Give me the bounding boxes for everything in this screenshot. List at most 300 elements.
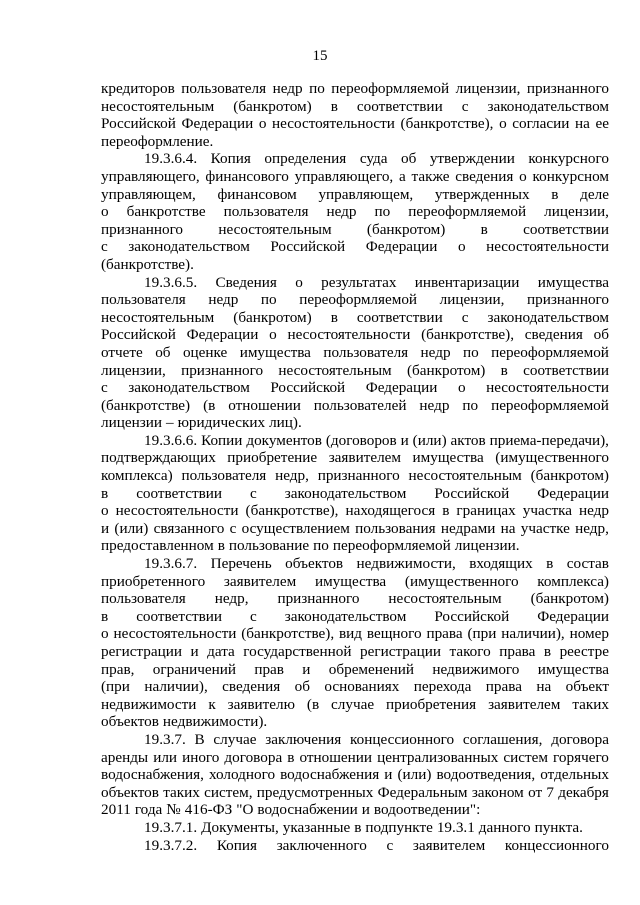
text-word: Федерации [181, 115, 254, 133]
text-word: деле [580, 185, 609, 203]
body-text [101, 80, 609, 854]
text-word: (в [306, 695, 320, 713]
text-word: пользователя [323, 343, 409, 361]
text-word: Федеральным [377, 783, 468, 801]
text-word: (банкротстве). [101, 255, 194, 273]
text-line [101, 713, 609, 731]
text-word: систем [503, 748, 548, 766]
text-word: определения [264, 150, 347, 168]
text-word: государственной [243, 643, 352, 660]
text-word: в [442, 502, 450, 520]
text-word: переоформляемой [491, 343, 609, 361]
text-word: несостоятельности [287, 326, 411, 344]
text-word: конкурсного [528, 150, 609, 168]
text-word: объект [565, 678, 609, 696]
text-word: Федерации [537, 607, 609, 625]
text-word: водоснабжения, [101, 766, 204, 784]
text-word: номер [569, 625, 609, 643]
text-word: Российской [101, 326, 176, 344]
text-word: недр [272, 80, 303, 97]
text-word: законодательством [487, 308, 609, 326]
text-line [101, 98, 609, 116]
text-word: о [269, 326, 277, 344]
text-word: Копии [201, 431, 243, 449]
text-word: (банкротстве), [241, 625, 335, 643]
text-word: централизованных [377, 748, 499, 766]
text-word: недвижимого [432, 660, 520, 678]
text-word: сведения [455, 167, 514, 185]
text-word: о [457, 379, 466, 397]
text-word: несостоятельности [486, 379, 609, 397]
text-word: пользователя [181, 80, 267, 97]
text-word: имущества [537, 660, 609, 678]
text-word: об [294, 678, 310, 696]
text-word: водоотведения, [436, 766, 536, 784]
text-word: (или) [412, 431, 447, 449]
text-word: отдельных [540, 766, 609, 784]
text-word: регистрации [101, 643, 182, 660]
text-word: предоставленном [101, 537, 214, 555]
text-word: прав [254, 660, 284, 678]
text-word: документов [246, 431, 322, 449]
text-line [101, 837, 609, 855]
text-word: лиц). [269, 414, 302, 432]
text-line [101, 326, 609, 344]
text-word: 19.3.1 [436, 818, 475, 836]
text-word: (имущественного [495, 449, 609, 467]
text-word: и [361, 801, 370, 819]
text-word: лицензии, [544, 203, 609, 221]
text-word: о [457, 238, 466, 256]
text-word: прав, [101, 660, 135, 678]
text-word: недр [579, 502, 609, 520]
text-word: (в [203, 396, 216, 414]
text-word: наличии), [501, 625, 565, 643]
text-word: и [384, 766, 393, 784]
text-word: Сведения [215, 273, 277, 291]
text-word: результатах [321, 273, 397, 291]
text-word: (имущественного [404, 572, 519, 590]
text-word: несостоятельности [486, 238, 609, 256]
text-line [101, 449, 609, 467]
text-word: согласии [512, 115, 570, 133]
text-word: также [411, 167, 450, 185]
text-word: по [313, 537, 329, 555]
text-word: (при [101, 678, 130, 696]
text-word: приобретенного [101, 572, 206, 590]
text-word: законодательством [284, 607, 407, 625]
text-word: дата [207, 643, 235, 660]
text-word: переоформляемой [331, 80, 450, 97]
text-word: управляющем, [318, 185, 414, 203]
text-word: юридических [177, 414, 266, 432]
text-line [101, 590, 609, 608]
text-word: № [166, 801, 181, 819]
text-word: недр [419, 396, 450, 414]
text-word: аренды [101, 748, 149, 766]
text-word: Федерации [365, 379, 438, 397]
text-line [101, 203, 609, 221]
text-line [101, 221, 609, 239]
text-word: 19.3.6.7. [144, 555, 198, 573]
text-word: в [217, 537, 225, 555]
text-word: на [536, 678, 552, 696]
text-line [101, 309, 609, 327]
text-line [101, 133, 609, 151]
text-word: 7 [546, 783, 554, 801]
text-word: пользователя [223, 203, 309, 221]
text-word: соответствии [136, 484, 223, 502]
text-word: (банкротстве), [400, 115, 494, 133]
text-word: 19.3.7.2. [144, 836, 198, 854]
text-word: лицензии [101, 414, 162, 432]
text-word: законодательством [128, 238, 250, 256]
text-word: (банкротом) [233, 308, 312, 326]
text-word: утвержденных [434, 185, 530, 203]
text-word: переоформляемой [491, 396, 609, 414]
text-word: недр [208, 291, 239, 309]
text-word: соответствии [523, 220, 609, 238]
text-word: объектов [101, 713, 159, 731]
text-line [101, 643, 609, 661]
text-word: переоформляемой [408, 203, 527, 221]
text-word: лицензии. [454, 537, 520, 555]
text-word: 19.3.6.6. [144, 431, 198, 449]
text-word: недвижимости). [162, 713, 268, 731]
text-word: реестре [559, 643, 609, 660]
text-word: 19.3.7. [144, 730, 186, 748]
text-word: а [399, 167, 406, 185]
text-word: заключенного [276, 836, 367, 854]
text-word: в [551, 185, 559, 203]
text-word: находящегося [345, 502, 436, 520]
text-line [101, 801, 609, 819]
text-word: в [330, 308, 338, 326]
text-line [101, 432, 609, 450]
text-word: пользование [228, 537, 310, 555]
text-line [101, 731, 609, 749]
text-word: Копия [210, 150, 251, 168]
text-line [101, 766, 609, 784]
text-word: концессионного [504, 836, 609, 854]
text-word: признанного [526, 291, 609, 309]
text-line [101, 291, 609, 309]
text-word: случае [331, 695, 375, 713]
text-line [101, 168, 609, 186]
text-word: приобретения [386, 695, 477, 713]
text-word: переоформление. [101, 132, 214, 150]
text-word: 19.3.6.4. [144, 150, 198, 168]
text-word: несостоятельным [278, 361, 392, 379]
text-word: о [258, 115, 267, 133]
text-word: имущества [412, 449, 484, 467]
text-word: об [593, 326, 609, 344]
text-line [101, 414, 609, 432]
text-line [101, 274, 609, 292]
text-word: в [500, 361, 508, 379]
text-line [101, 819, 609, 837]
text-word: подпункте [365, 818, 433, 836]
text-line [101, 555, 609, 573]
text-word: актов [450, 431, 486, 449]
text-word: договора [551, 730, 609, 748]
text-word: (банкротом) [406, 361, 486, 379]
text-line [101, 186, 609, 204]
text-line [101, 784, 609, 802]
text-word: о [519, 167, 527, 185]
text-word: объектов [285, 555, 344, 573]
text-word: кредиторов [101, 80, 175, 97]
text-word: недр [326, 203, 357, 221]
text-word: недр, [214, 590, 249, 608]
text-word: горячего [553, 748, 609, 766]
text-line [101, 256, 609, 274]
text-word: (банкротстве) [101, 396, 191, 414]
text-word: участка [522, 502, 572, 520]
text-word: Документы, [201, 818, 279, 836]
text-word: недвижимости, [356, 555, 456, 573]
text-word: заявителем [488, 695, 561, 713]
text-word: (банкротом) [530, 590, 609, 608]
text-word: Российской [434, 607, 510, 625]
text-line [101, 537, 609, 555]
text-word: с [229, 519, 237, 537]
text-word: иного [182, 748, 220, 766]
text-word: соответствии [523, 361, 609, 379]
text-word: с [461, 97, 469, 115]
text-word: имущества [239, 343, 311, 361]
text-word: (банкротом) [233, 97, 312, 115]
text-word: законодательством [284, 484, 407, 502]
text-word: по [462, 396, 479, 414]
text-word: Федерации [365, 238, 438, 256]
text-word: года [134, 801, 163, 819]
text-word: 2011 [101, 801, 131, 819]
text-word: водоснабжении [257, 801, 358, 819]
text-word: холодного [209, 766, 276, 784]
text-word: по [374, 203, 391, 221]
text-word: (банкротстве), [421, 326, 515, 344]
text-word: на [500, 519, 516, 537]
text-word: несостоятельности [113, 625, 237, 643]
text-word: пользователя [101, 291, 186, 309]
text-word: по [309, 80, 325, 97]
text-word: с [101, 238, 108, 256]
text-word: с [250, 484, 257, 502]
text-word: и [190, 643, 199, 660]
text-word: признанного [101, 220, 184, 238]
text-word: наличии), [144, 678, 208, 696]
text-word: соответствии [356, 97, 443, 115]
text-word: заявителем [328, 449, 402, 467]
text-word: обременений [328, 660, 415, 678]
text-word: оценке [182, 343, 228, 361]
text-word: (или) [397, 766, 432, 784]
text-word: финансового [205, 167, 289, 185]
text-word: соглашения, [462, 730, 543, 748]
text-word: предусмотренных [256, 783, 374, 801]
text-word: права [499, 643, 536, 660]
text-word: несостоятельным [218, 220, 332, 238]
text-line [101, 379, 609, 397]
text-word: отчете [101, 343, 143, 361]
text-word: несостоятельным [408, 467, 522, 485]
text-word: Российской [434, 484, 510, 502]
text-word: 416-ФЗ [184, 801, 233, 819]
text-word: указанные [282, 818, 351, 836]
text-word: о [101, 502, 109, 520]
text-word: Копия [216, 836, 258, 854]
text-word: несостоятельным [101, 308, 215, 326]
text-word: соответствии [356, 308, 443, 326]
text-word: заявителем [223, 572, 297, 590]
text-word: лицензии, [455, 80, 521, 97]
text-line [101, 625, 609, 643]
text-word: о [499, 115, 507, 133]
text-word: признанного [277, 590, 360, 608]
text-word: лицензии, [439, 291, 505, 309]
text-word: Российской [101, 115, 176, 133]
text-word: с [386, 836, 394, 854]
text-word: Перечень [210, 555, 272, 573]
text-word: (договоров [325, 431, 397, 449]
text-word: (при [467, 625, 497, 643]
text-word: отношении [299, 748, 373, 766]
text-line [101, 150, 609, 168]
text-word: пункта. [534, 818, 583, 836]
text-word: водоотведении": [373, 801, 481, 819]
text-word: недр, [275, 467, 309, 485]
text-line [101, 80, 609, 98]
text-word: несостоятельности [115, 502, 239, 520]
text-word: о [101, 203, 109, 221]
text-line [101, 502, 609, 520]
text-word: суда [359, 150, 388, 168]
text-line [101, 485, 609, 503]
text-word: Российской [270, 238, 346, 256]
text-word: банкротстве [126, 203, 206, 221]
text-word: заявителем [412, 836, 486, 854]
text-word: законодательством [487, 97, 609, 115]
text-line [101, 573, 609, 591]
text-word: данного [478, 818, 531, 836]
text-word: приобретение [227, 449, 318, 467]
text-word: водоснабжения [280, 766, 380, 784]
text-word: утверждении [429, 150, 515, 168]
text-word: таких [163, 783, 200, 801]
text-line [101, 696, 609, 714]
text-word: подтверждающих [101, 449, 216, 467]
text-word: Федерации [537, 484, 609, 502]
text-word: и [101, 519, 110, 537]
text-word: вещного [366, 625, 422, 643]
text-word: регистрации [360, 643, 441, 660]
text-line [101, 467, 609, 485]
text-line [101, 608, 609, 626]
text-word: имущества [314, 572, 387, 590]
text-word: случае [213, 730, 257, 748]
text-word: права [485, 678, 522, 696]
text-word: сведения [222, 678, 281, 696]
text-word: (банкротстве), [245, 502, 339, 520]
text-word: связанного [153, 519, 225, 537]
text-word: заключения [265, 730, 342, 748]
text-word: концессионного [350, 730, 455, 748]
text-word: финансовом [217, 185, 297, 203]
text-word: (банкротом) [366, 220, 446, 238]
text-word: недр [420, 343, 451, 361]
text-word: заявителю [227, 695, 295, 713]
text-word: перехода [413, 678, 472, 696]
text-word: имущества [537, 273, 609, 291]
text-word: управляющем, [101, 185, 196, 203]
text-word: "О [236, 801, 254, 819]
text-word: о [295, 273, 303, 291]
text-word: пользования [355, 519, 436, 537]
text-word: по [462, 343, 479, 361]
text-line [101, 344, 609, 362]
text-word: осуществлением [241, 519, 350, 537]
text-word: переоформляемой [332, 537, 451, 555]
text-word: состав [566, 555, 609, 573]
text-word: таких [572, 695, 609, 713]
text-line [101, 749, 609, 767]
text-word: управляющего, [294, 167, 394, 185]
text-word: (или) [114, 519, 149, 537]
text-word: несостоятельным [101, 97, 215, 115]
text-word: договора [224, 748, 283, 766]
text-word: комплекса) [537, 572, 609, 590]
text-word: в [330, 97, 338, 115]
text-word: и [400, 431, 409, 449]
text-word: признанного [317, 467, 400, 485]
text-word: такого [449, 643, 491, 660]
text-word: пользователя [181, 467, 267, 485]
text-word: об [400, 150, 417, 168]
text-word: ее [595, 115, 609, 133]
text-word: декабря [558, 783, 609, 801]
text-word: с [101, 379, 108, 397]
text-word: несостоятельным [388, 590, 502, 608]
text-word: в [354, 818, 362, 836]
text-word: (банкротом) [530, 467, 609, 485]
text-word: 19.3.7.1. [144, 818, 198, 836]
text-line [101, 520, 609, 538]
text-line [101, 115, 609, 133]
text-word: участке [520, 519, 570, 537]
text-word: к [208, 695, 216, 713]
text-word: пользователя [101, 590, 186, 608]
text-word: о [101, 625, 109, 643]
text-word: вид [339, 625, 363, 643]
text-word: об [155, 343, 171, 361]
text-word: с [250, 607, 257, 625]
text-word: управляющего, [101, 167, 200, 185]
text-word: законом [471, 783, 524, 801]
text-word: недр, [575, 519, 609, 537]
text-word: на [574, 115, 590, 133]
text-word: недвижимости [101, 695, 197, 713]
text-word: от [528, 783, 543, 801]
text-word: отношении [228, 396, 301, 414]
text-word: в [543, 643, 552, 660]
text-word: В [194, 730, 205, 748]
text-word: в [101, 484, 109, 502]
text-word: в [480, 220, 488, 238]
text-word: основаниях [324, 678, 400, 696]
text-word: права [426, 625, 463, 643]
text-word: законодательством [128, 379, 250, 397]
